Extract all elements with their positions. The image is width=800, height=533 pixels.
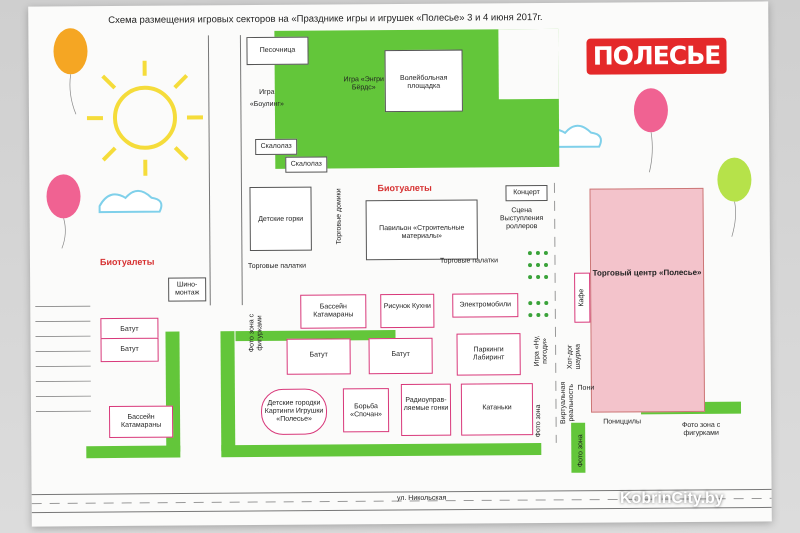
concert-box — [505, 185, 547, 201]
balloon-pink-right — [634, 88, 668, 132]
mall-label: Торговый центр «Полесье» — [592, 267, 702, 278]
kids-slides-box — [249, 187, 311, 251]
trade-houses-label: Торговые домики — [335, 188, 343, 245]
grass-left-bottom — [86, 446, 180, 459]
balloon-green — [717, 158, 751, 202]
balloon-orange — [53, 28, 87, 74]
climbing1-label: Скалолаз — [260, 142, 292, 150]
cafe-box — [574, 273, 590, 323]
map-title: Схема размещения игровых секторов на «Празднике игры и игрушек «Полесье» 3 и 4 июня 2017г. — [108, 11, 543, 27]
climbing1-box — [255, 139, 297, 155]
trade-tents1-label: Торговые палатки — [247, 262, 307, 271]
rc-races-box — [401, 384, 451, 436]
street-label: ул. Никольская — [396, 494, 447, 503]
hot-dog-label: Хот-дог шаурма — [566, 344, 582, 370]
toilets-top-label: Биотуалеты — [377, 182, 432, 194]
pavilion-box — [366, 199, 478, 260]
kids-towns-box — [261, 389, 327, 435]
wrestling-box — [343, 388, 389, 432]
cloud-left — [99, 191, 161, 212]
sun — [115, 88, 175, 148]
trampoline-l2-box — [101, 338, 159, 362]
tire-label: Шино-монтаж — [175, 281, 200, 297]
photo-zone-fig2-label: Фото зона с фигурками — [681, 421, 721, 438]
drawing-box — [380, 294, 434, 328]
trampoline-l2-label: Батут — [120, 345, 139, 353]
pavilion-label: Павильон «Строительные материалы» — [379, 224, 465, 240]
parking-label: Паркинги Лабиринт — [472, 346, 505, 362]
map-sheet — [28, 1, 772, 526]
angry-birds-label: Игра «Энгри Бёрдс» — [343, 76, 384, 92]
electro-label: Электромобили — [459, 301, 512, 309]
concert-label: Концерт — [513, 189, 540, 197]
grass-center-bottom — [221, 443, 541, 457]
ponies-label: Пони — [577, 384, 595, 392]
swings-box — [461, 383, 533, 436]
bowling-label: «Боулинг» — [249, 100, 284, 109]
pool-c-label: Бассейн Катамараны — [313, 303, 354, 319]
mall — [589, 188, 705, 413]
grass-center-l — [220, 331, 235, 451]
parking-box — [456, 333, 520, 375]
pool-l-box — [109, 406, 173, 438]
kids-slides-label: Детские горки — [258, 215, 304, 223]
trampoline-l1-label: Батут — [120, 325, 139, 333]
sandbox-label: Песочница — [259, 46, 296, 54]
trampoline-c1-box — [287, 338, 351, 374]
photo-zone-label: Фото зона — [534, 404, 543, 438]
trade-tents2-label: Торговые палатки — [439, 257, 499, 265]
electro-box — [452, 293, 518, 317]
game-label: Игра — [259, 88, 275, 96]
sandbox-box — [246, 37, 308, 65]
drawing-label: Рисунок Кухни — [383, 302, 431, 311]
pool-c-box — [300, 294, 366, 328]
cafe-label: Кафе — [578, 288, 586, 307]
virtual-reality-label: Виртуальная реальность — [559, 381, 576, 424]
trampoline-c2-box — [369, 338, 433, 374]
trampoline-c2-label: Батут — [391, 350, 410, 359]
wrestling-label: Борьба «Спочан» — [350, 403, 382, 419]
pony-rides-label: Пониццилы — [603, 418, 642, 426]
rc-races-label: Радиоуправ-ляемые гонки — [403, 396, 449, 412]
grass-top-right — [498, 29, 558, 99]
swings-label: Катаньки — [482, 404, 512, 412]
climbing2-label: Скалолаз — [290, 160, 322, 168]
climbing2-box — [285, 157, 327, 173]
kids-towns-label: Детские городки Картинги Игрушки «Полесье» — [264, 399, 324, 423]
photo-zone2-label: Фото зона — [577, 434, 585, 468]
trampoline-c1-label: Батут — [309, 351, 328, 359]
toilets-left-label: Биотуалеты — [99, 256, 155, 268]
tire-box — [168, 277, 206, 301]
balloon-pink-left — [46, 174, 80, 218]
game-weather-label: Игра «Ну, погоди» — [533, 335, 549, 367]
polesie-logo: ПОЛЕСЬЕ — [586, 38, 726, 75]
volleyball-label: Волейбольная площадка — [400, 74, 448, 90]
pool-l-label: Бассейн Катамараны — [120, 413, 162, 429]
volleyball-box — [385, 50, 463, 113]
photo-zone-fig-label: Фото зона с фигурками — [248, 313, 264, 353]
watermark: KobrinCity.by — [620, 490, 724, 507]
roller-stage-label: Сцена Выступления роллеров — [499, 207, 544, 231]
